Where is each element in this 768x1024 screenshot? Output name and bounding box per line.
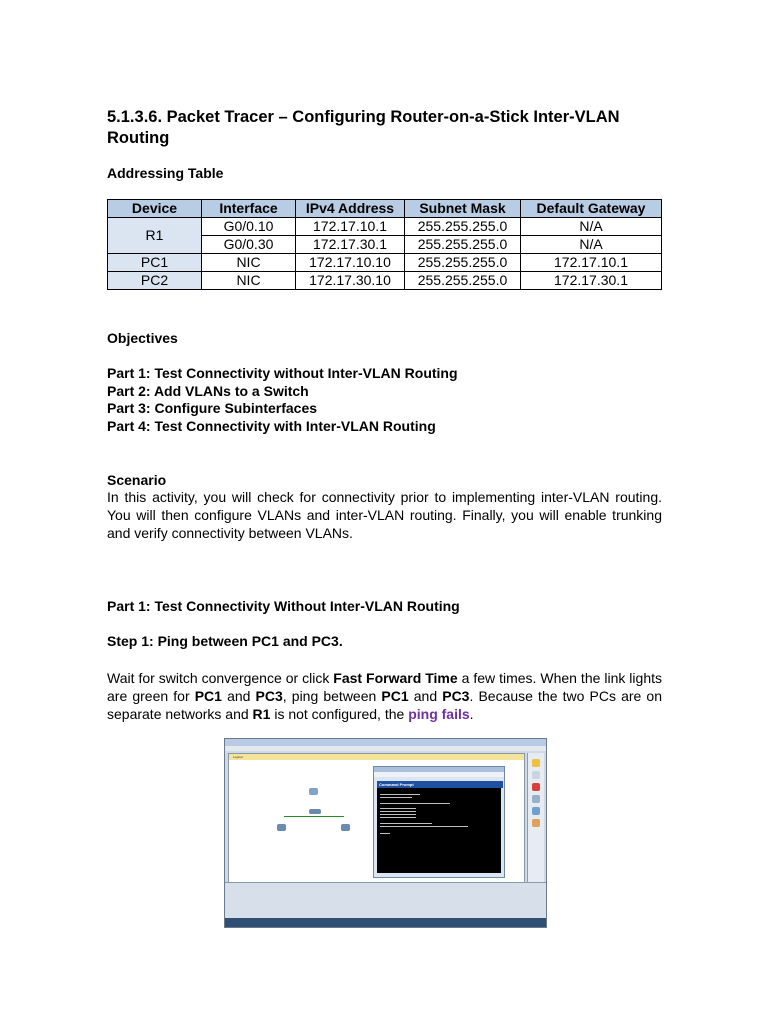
objective-part-3: Part 3: Configure Subinterfaces — [107, 400, 318, 416]
text-run: . — [469, 706, 474, 722]
cell-ip: 172.17.10.1 — [296, 218, 405, 236]
pc-window-tabs — [374, 772, 504, 777]
bold-r1: R1 — [252, 706, 271, 722]
cell-interface: NIC — [202, 254, 296, 272]
text-run: and — [221, 688, 256, 704]
console-line — [380, 797, 412, 798]
th-interface: Interface — [202, 200, 296, 218]
link-line — [284, 816, 344, 817]
bold-pc3: PC3 — [442, 688, 470, 704]
th-gateway: Default Gateway — [521, 200, 662, 218]
text-run: a few times. When the link lights are green for — [107, 670, 662, 704]
draw-tool-icon — [532, 807, 540, 815]
console-line — [380, 826, 468, 827]
console-line — [380, 811, 416, 812]
screenshot-device-panel — [225, 882, 546, 919]
screenshot-taskbar — [225, 918, 546, 927]
page-title: 5.1.3.6. Packet Tracer – Configuring Router-on-a-Stick Inter-VLAN Routing — [107, 108, 620, 147]
cell-mask: 255.255.255.0 — [405, 236, 521, 254]
cell-mask: 255.255.255.0 — [405, 218, 521, 236]
part1-heading: Part 1: Test Connectivity Without Inter-VLAN Routing — [107, 598, 460, 614]
cell-device: PC1 — [108, 254, 202, 272]
text-run: Wait for switch convergence or click — [107, 670, 334, 686]
cell-interface: G0/0.30 — [202, 236, 296, 254]
text-run: and — [408, 688, 443, 704]
scenario-text: In this activity, you will check for connectivity prior to implementing inter-VLAN routing. You will then configure VLANs and inter-VLAN routing. Finally, you will enable trunking and verify connectivity between VLANs. — [107, 489, 662, 541]
cell-ip: 172.17.30.1 — [296, 236, 405, 254]
screenshot-title-bar — [225, 739, 547, 746]
console-line — [380, 814, 416, 815]
addressing-table-heading: Addressing Table — [107, 165, 224, 181]
cell-gateway: N/A — [521, 218, 662, 236]
switch-icon — [309, 809, 321, 814]
cell-mask: 255.255.255.0 — [405, 254, 521, 272]
inspect-tool-icon — [532, 771, 540, 779]
table-row — [108, 272, 662, 290]
select-tool-icon — [532, 759, 540, 767]
console-line — [380, 833, 390, 834]
packet-tracer-screenshot — [224, 738, 547, 928]
bold-pc1: PC1 — [381, 688, 409, 704]
ping-fails-highlight: ping fails — [408, 706, 470, 722]
table-row — [108, 218, 662, 236]
console-line — [380, 794, 420, 795]
cell-interface: G0/0.10 — [202, 218, 296, 236]
pdu-tool-icon — [532, 819, 540, 827]
workspace-bar — [229, 754, 524, 760]
screenshot-workspace — [228, 753, 525, 883]
objective-part-4: Part 4: Test Connectivity with Inter-VLAN Routing — [107, 417, 436, 434]
router-icon — [309, 788, 318, 795]
command-prompt-body — [377, 788, 501, 873]
cell-ip: 172.17.10.10 — [296, 254, 405, 272]
objectives-list — [107, 365, 458, 435]
delete-tool-icon — [532, 783, 540, 791]
screenshot-menu-bar — [225, 746, 546, 751]
cell-interface: NIC — [202, 272, 296, 290]
objectives-heading: Objectives — [107, 330, 178, 346]
cell-gateway: 172.17.10.1 — [521, 254, 662, 272]
text-run: is not configured, the — [270, 706, 409, 722]
cell-mask: 255.255.255.0 — [405, 272, 521, 290]
console-line — [380, 808, 416, 809]
step1-paragraph — [107, 669, 662, 723]
step1-heading: Step 1: Ping between PC1 and PC3. — [107, 633, 343, 649]
addressing-table — [107, 199, 662, 290]
bold-pc3: PC3 — [255, 688, 283, 704]
cell-device: R1 — [108, 218, 202, 254]
console-line — [380, 803, 450, 804]
bold-fast-forward: Fast Forward Time — [333, 670, 458, 686]
th-subnet: Subnet Mask — [405, 200, 521, 218]
scenario-heading: Scenario — [107, 472, 167, 488]
bold-pc1: PC1 — [194, 688, 222, 704]
th-ipv4: IPv4 Address — [296, 200, 405, 218]
objective-part-2: Part 2: Add VLANs to a Switch — [107, 382, 309, 399]
cell-gateway: 172.17.30.1 — [521, 272, 662, 290]
command-prompt-title: Command Prompt — [377, 781, 503, 788]
pc-icon — [277, 824, 286, 831]
text-run: , ping between — [282, 688, 382, 704]
pc-window — [373, 766, 505, 878]
text-run: . Because the two PCs are on separate networks and — [107, 688, 663, 722]
console-line — [380, 823, 432, 824]
cell-gateway: N/A — [521, 236, 662, 254]
objective-part-1: Part 1: Test Connectivity without Inter-VLAN Routing — [107, 365, 458, 381]
table-row — [108, 254, 662, 272]
th-device: Device — [108, 200, 202, 218]
table-header-row — [108, 200, 662, 218]
workspace-tab-label: Logical — [233, 755, 243, 759]
cell-device: PC2 — [108, 272, 202, 290]
zoom-tool-icon — [532, 795, 540, 803]
cell-ip: 172.17.30.10 — [296, 272, 405, 290]
console-line — [380, 817, 416, 818]
pc-icon — [341, 824, 350, 831]
